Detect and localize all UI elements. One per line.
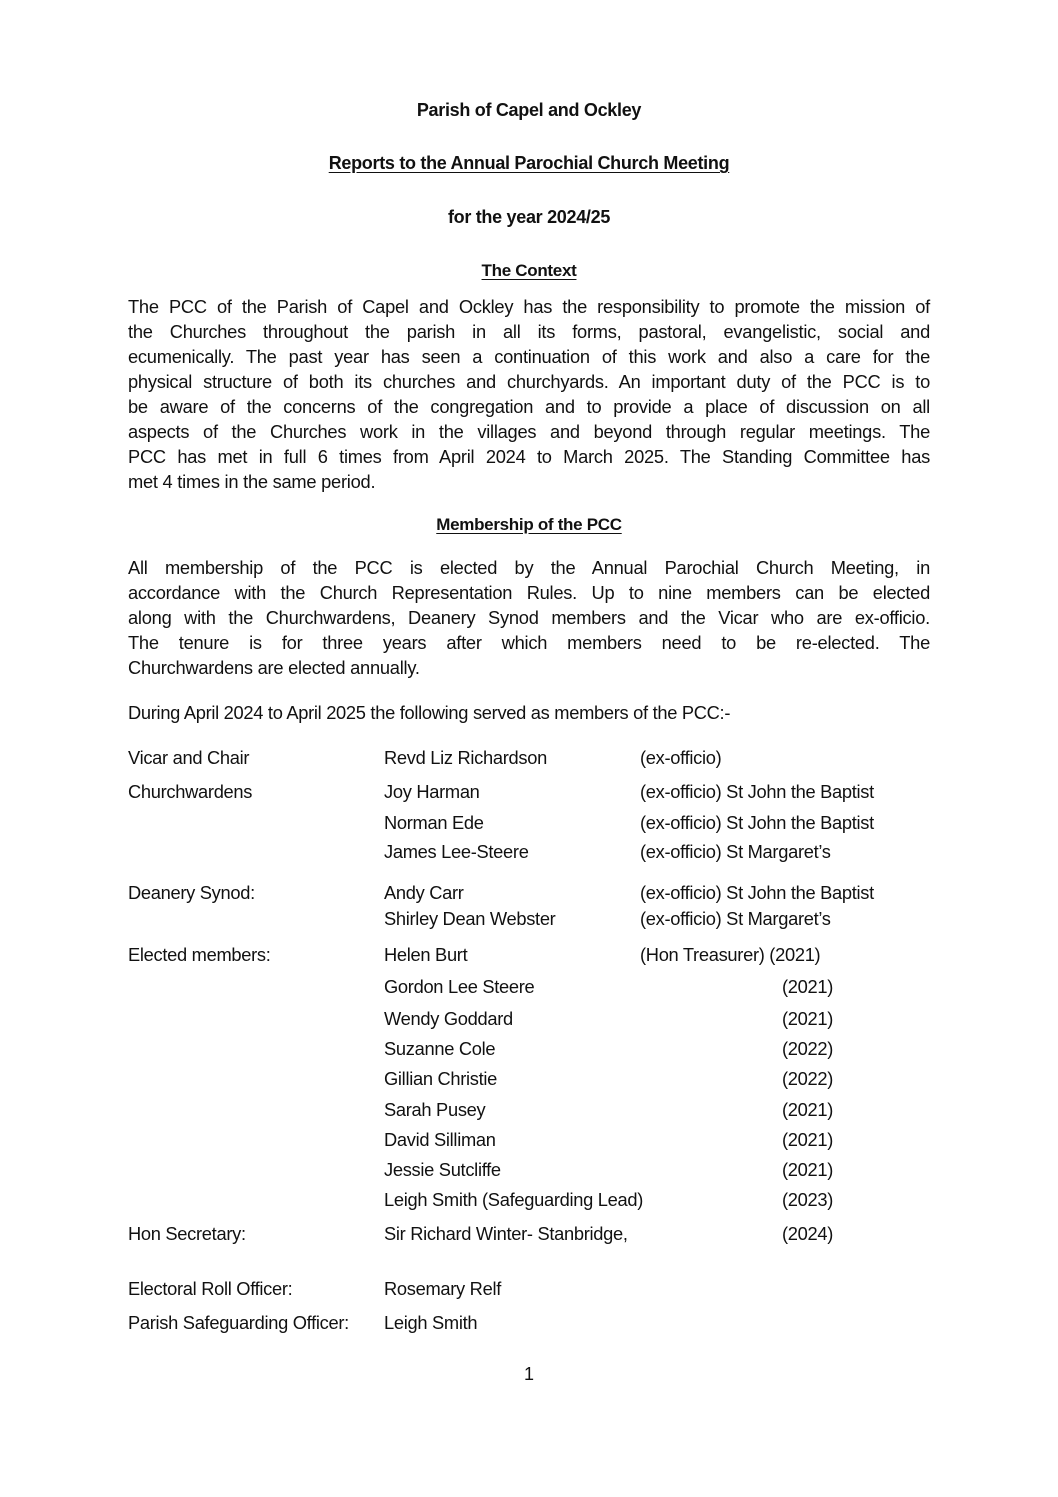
member-role: Electoral Roll Officer: <box>128 1278 293 1299</box>
context-line: ecumenically. The past year has seen a continuation of this work and also a care for the <box>128 346 930 367</box>
member-name: Revd Liz Richardson <box>384 747 547 768</box>
context-heading: The Context <box>481 261 577 280</box>
context-line: PCC has met in full 6 times from April 2024 to March 2025. The Standing Committee has <box>128 446 930 467</box>
member-row <box>0 976 1058 1000</box>
member-year: (2021) <box>782 1099 834 1120</box>
context-line: physical structure of both its churches and churchyards. An important duty of the PCC is to <box>128 371 930 392</box>
document-title: Parish of Capel and Ockley <box>416 100 642 120</box>
membership-line: All membership of the PCC is elected by the Annual Parochial Church Meeting, in <box>128 557 930 578</box>
member-year: (2022) <box>782 1038 834 1059</box>
membership-line: Churchwardens are elected annually. <box>128 657 420 678</box>
member-year: (2022) <box>782 1068 834 1089</box>
member-name: Sir Richard Winter- Stanbridge, <box>384 1223 628 1244</box>
member-row <box>0 908 1058 932</box>
member-note: (ex-officio) <box>640 747 722 768</box>
member-year: (2021) <box>782 1129 834 1150</box>
context-paragraph <box>128 294 930 494</box>
membership-line: along with the Churchwardens, Deanery Synod members and the Vicar who are ex-officio. <box>128 607 930 628</box>
member-row <box>0 1129 1058 1153</box>
member-note: (ex-officio) St John the Baptist <box>640 882 874 903</box>
membership-line: accordance with the Church Representation Rules. Up to nine members can be elected <box>128 582 930 603</box>
member-note: (Hon Treasurer) (2021) <box>640 944 821 965</box>
member-name: Gillian Christie <box>384 1068 498 1089</box>
member-year: (2024) <box>782 1223 834 1244</box>
member-note: (ex-officio) St John the Baptist <box>640 812 874 833</box>
member-year: (2021) <box>782 976 834 997</box>
member-year: (2021) <box>782 1159 834 1180</box>
membership-heading: Membership of the PCC <box>436 515 622 534</box>
member-row <box>0 1278 1058 1302</box>
member-role: Elected members: <box>128 944 271 965</box>
member-name: Leigh Smith (Safeguarding Lead) <box>384 1189 644 1210</box>
member-name: Rosemary Relf <box>384 1278 501 1299</box>
member-note: (ex-officio) St Margaret’s <box>640 908 831 929</box>
member-row <box>0 1159 1058 1183</box>
member-role: Hon Secretary: <box>128 1223 246 1244</box>
members-intro: During April 2024 to April 2025 the following served as members of the PCC:- <box>128 702 731 723</box>
member-role: Parish Safeguarding Officer: <box>128 1312 349 1333</box>
context-line: be aware of the concerns of the congregation and to provide a place of discussion on all <box>128 396 930 417</box>
member-year: (2021) <box>782 1008 834 1029</box>
report-heading: Reports to the Annual Parochial Church Meeting <box>328 153 730 173</box>
context-line: aspects of the Churches work in the villages and beyond through regular meetings. The <box>128 421 930 442</box>
member-role: Churchwardens <box>128 781 253 802</box>
member-name: Suzanne Cole <box>384 1038 496 1059</box>
member-name: David Silliman <box>384 1129 496 1150</box>
context-line: The PCC of the Parish of Capel and Ockley has the responsibility to promote the mission of <box>128 296 930 317</box>
context-line: the Churches throughout the parish in all its forms, pastoral, evangelistic, social and <box>128 321 930 342</box>
member-row <box>0 944 1058 968</box>
member-name: Norman Ede <box>384 812 484 833</box>
member-name: Andy Carr <box>384 882 464 903</box>
member-name: Jessie Sutcliffe <box>384 1159 501 1180</box>
member-row <box>0 882 1058 906</box>
member-row <box>0 1038 1058 1062</box>
member-row <box>0 1068 1058 1092</box>
page-number: 1 <box>523 1364 534 1384</box>
member-row <box>0 1312 1058 1336</box>
member-row <box>0 1189 1058 1213</box>
year-line: for the year 2024/25 <box>447 207 611 227</box>
member-note: (ex-officio) St Margaret’s <box>640 841 831 862</box>
member-role: Deanery Synod: <box>128 882 255 903</box>
membership-paragraph <box>128 555 930 680</box>
member-note: (ex-officio) St John the Baptist <box>640 781 874 802</box>
member-name: Shirley Dean Webster <box>384 908 556 929</box>
member-name: Wendy Goddard <box>384 1008 513 1029</box>
member-row <box>0 812 1058 836</box>
member-row <box>0 781 1058 805</box>
member-row <box>0 841 1058 865</box>
member-row <box>0 1008 1058 1032</box>
member-year: (2023) <box>782 1189 834 1210</box>
member-row <box>0 747 1058 771</box>
membership-line: The tenure is for three years after which members need to be re-elected. The <box>128 632 930 653</box>
member-name: Gordon Lee Steere <box>384 976 535 997</box>
member-name: Helen Burt <box>384 944 468 965</box>
member-row <box>0 1223 1058 1247</box>
member-row <box>0 1099 1058 1123</box>
member-name: Joy Harman <box>384 781 480 802</box>
member-name: Sarah Pusey <box>384 1099 486 1120</box>
member-name: Leigh Smith <box>384 1312 478 1333</box>
context-line: met 4 times in the same period. <box>128 471 376 492</box>
member-name: James Lee-Steere <box>384 841 529 862</box>
member-role: Vicar and Chair <box>128 747 250 768</box>
